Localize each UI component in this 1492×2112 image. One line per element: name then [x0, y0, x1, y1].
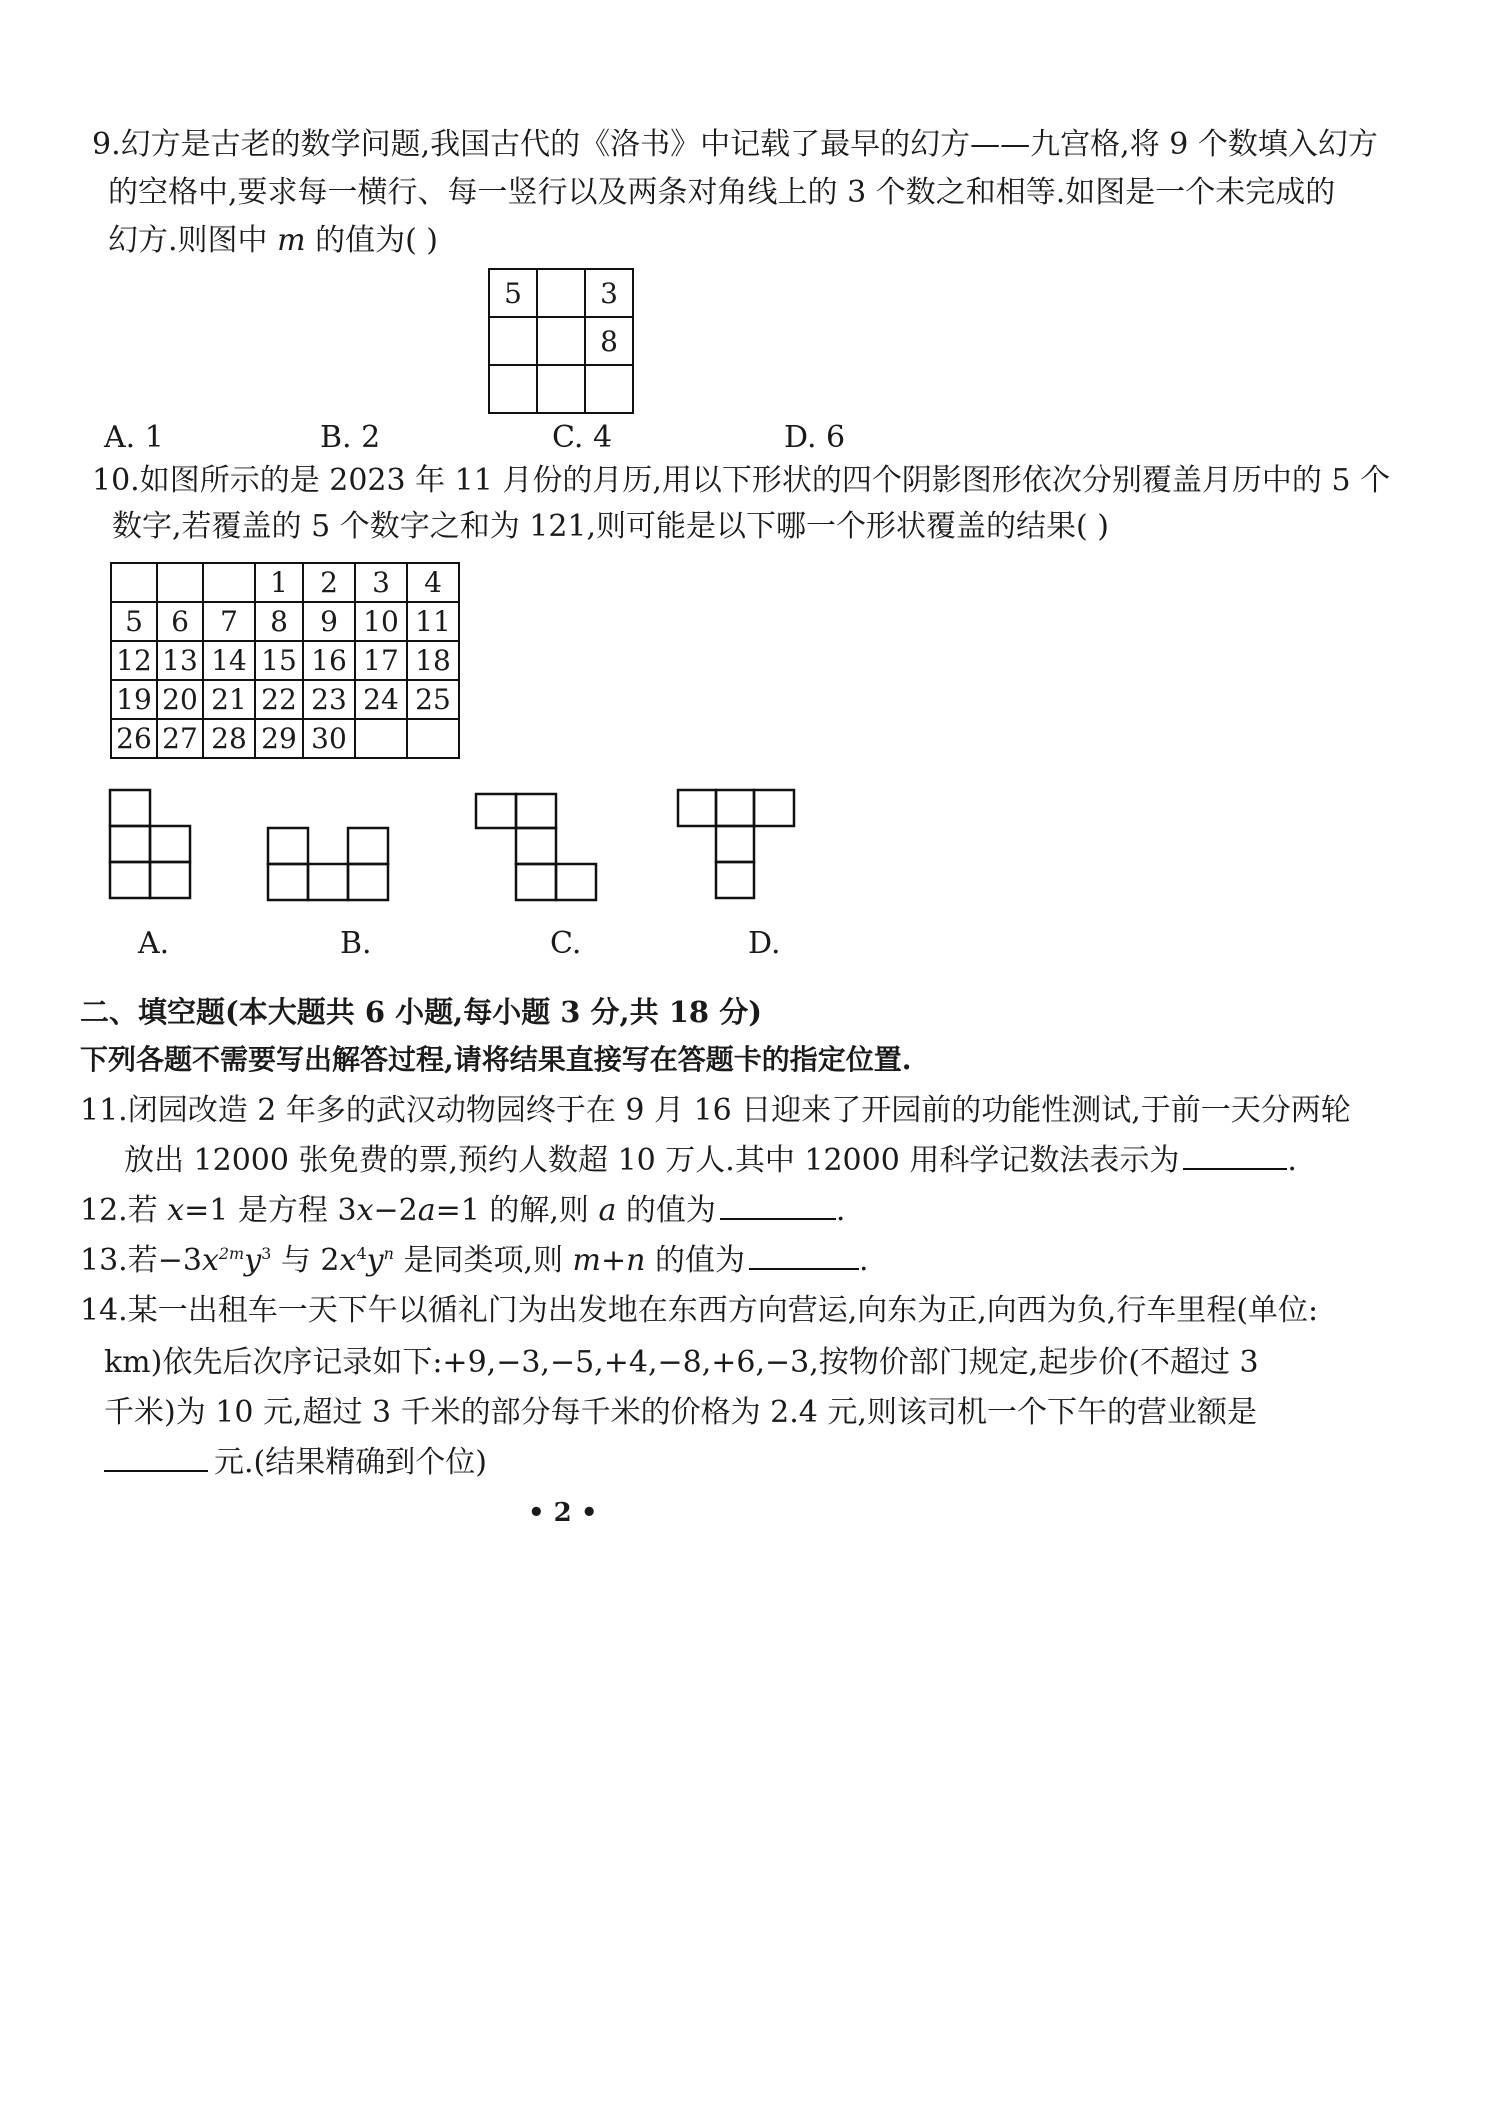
- shape-c-cell: [476, 794, 516, 828]
- q11-end: .: [1287, 1143, 1297, 1178]
- calendar-row: [111, 719, 459, 758]
- magic-square-cell: 5: [489, 269, 537, 317]
- q9-line-1: 9.幻方是古老的数学问题,我国古代的《洛书》中记载了最早的幻方——九宫格,将 9 个数填入幻方: [92, 127, 1378, 162]
- q13-end: .: [858, 1243, 869, 1278]
- q11-line-2: [124, 1143, 1297, 1178]
- calendar-cell: 27: [157, 719, 203, 758]
- calendar-cell: 13: [157, 641, 203, 680]
- q12-line: [80, 1193, 846, 1228]
- shape-b-cell: [348, 828, 388, 864]
- q13-var-y2: y: [366, 1243, 384, 1278]
- q14-line-3: 千米)为 10 元,超过 3 千米的部分每千米的价格为 2.4 元,则该司机一个下午的营业额是: [104, 1395, 1257, 1430]
- q12-var-x: x: [167, 1193, 185, 1228]
- q13-var-y: y: [244, 1243, 262, 1278]
- shape-d-cell: [716, 790, 754, 826]
- calendar-cell: 7: [203, 602, 255, 641]
- calendar-cell: 17: [355, 641, 407, 680]
- q9-option-d: D. 6: [784, 420, 846, 455]
- q13-var-m: m: [572, 1243, 601, 1278]
- shape-label-c: C.: [550, 926, 582, 961]
- q13-line: [80, 1243, 869, 1278]
- q13-answer-blank[interactable]: [749, 1267, 859, 1270]
- calendar-cell: 3: [355, 563, 407, 602]
- shape-a-cell: [150, 862, 190, 898]
- shape-a-cell: [110, 826, 150, 862]
- q13-var-n: n: [626, 1243, 646, 1278]
- shape-b-cell: [308, 864, 348, 900]
- q13-post: 的值为: [645, 1243, 745, 1278]
- q13-var-x2: x: [339, 1243, 357, 1278]
- shape-label-d: D.: [748, 926, 781, 961]
- shape-b-cell: [348, 864, 388, 900]
- section-instruction: 下列各题不需要写出解答过程,请将结果直接写在答题卡的指定位置.: [80, 1043, 912, 1076]
- magic-square-cell: 8: [585, 317, 633, 365]
- magic-square-grid: [488, 268, 634, 414]
- shape-d-cell: [716, 826, 754, 862]
- magic-square-cell: [537, 269, 585, 317]
- q14-answer-blank[interactable]: [104, 1469, 208, 1472]
- shape-c: [474, 792, 600, 902]
- q9-option-b: B. 2: [320, 420, 381, 455]
- shape-c-cell: [516, 828, 556, 864]
- calendar-cell: 30: [303, 719, 355, 758]
- calendar-row: [111, 602, 459, 641]
- section-heading: 二、填空题(本大题共 6 小题,每小题 3 分,共 18 分): [80, 995, 762, 1029]
- q14-line-1: 14.某一出租车一天下午以循礼门为出发地在东西方向营运,向东为正,向西为负,行车里程(单位:: [80, 1293, 1319, 1328]
- q13-exp-1: 2m: [218, 1244, 245, 1263]
- shape-c-cell: [556, 864, 596, 900]
- q13-plus: +: [600, 1243, 627, 1278]
- q9-line-3-post: 的值为( ): [305, 223, 439, 258]
- q14-line-4-text: 元.(结果精确到个位): [214, 1445, 487, 1480]
- calendar-cell: [203, 563, 255, 602]
- shape-d-cell: [754, 790, 794, 826]
- shape-c-cell: [516, 794, 556, 828]
- calendar-cell: 16: [303, 641, 355, 680]
- calendar-cell: 14: [203, 641, 255, 680]
- calendar-row: [111, 563, 459, 602]
- q12-answer-blank[interactable]: [720, 1217, 836, 1220]
- q12-pre: 12.若: [80, 1193, 168, 1228]
- calendar-cell: 18: [407, 641, 459, 680]
- q11-line-1: 11.闭园改造 2 年多的武汉动物园终于在 9 月 16 日迎来了开园前的功能性测试,于前一天分两轮: [80, 1093, 1351, 1128]
- q12-var-a: a: [417, 1193, 436, 1228]
- calendar-cell: 22: [255, 680, 303, 719]
- magic-square-cell: [537, 317, 585, 365]
- calendar-cell: 6: [157, 602, 203, 641]
- calendar-cell: 11: [407, 602, 459, 641]
- calendar-cell: [157, 563, 203, 602]
- q12-mid-3: =1 的解,则: [435, 1193, 599, 1228]
- q11-line-2-text: 放出 12000 张免费的票,预约人数超 10 万人.其中 12000 用科学记数法表示为: [124, 1143, 1180, 1178]
- calendar-cell: [111, 563, 157, 602]
- q12-mid-2: −2: [373, 1193, 418, 1228]
- shape-b: [266, 826, 390, 902]
- q13-exp-2: 3: [261, 1244, 272, 1263]
- calendar-cell: 19: [111, 680, 157, 719]
- q10-line-1: 10.如图所示的是 2023 年 11 月份的月历,用以下形状的四个阴影图形依次分别覆盖月历中的 5 个: [92, 463, 1391, 498]
- calendar-cell: 5: [111, 602, 157, 641]
- calendar-row: [111, 641, 459, 680]
- q10-line-2: 数字,若覆盖的 5 个数字之和为 121,则可能是以下哪一个形状覆盖的结果( ): [112, 509, 1109, 544]
- calendar-cell: 4: [407, 563, 459, 602]
- magic-square-cell: [489, 365, 537, 413]
- shape-c-cell: [516, 864, 556, 900]
- calendar-cell: 12: [111, 641, 157, 680]
- q13-mid: 与 2: [271, 1243, 340, 1278]
- q12-var-x2: x: [356, 1193, 374, 1228]
- magic-square-cell: [585, 365, 633, 413]
- q13-exp-3: 4: [356, 1244, 367, 1263]
- magic-square-cell: [537, 365, 585, 413]
- calendar-cell: 29: [255, 719, 303, 758]
- shape-a-cell: [110, 790, 150, 826]
- q12-post: 的值为: [616, 1193, 716, 1228]
- shape-d: [676, 788, 798, 902]
- calendar-cell: 15: [255, 641, 303, 680]
- calendar-cell: 2: [303, 563, 355, 602]
- q13-exp-4: n: [383, 1244, 394, 1263]
- q14-line-2: km)依先后次序记录如下:+9,−3,−5,+4,−8,+6,−3,按物价部门规定,起步价(不超过 3: [104, 1345, 1259, 1380]
- q12-var-a2: a: [598, 1193, 617, 1228]
- calendar-cell: 1: [255, 563, 303, 602]
- calendar-cell: 25: [407, 680, 459, 719]
- calendar-cell: 24: [355, 680, 407, 719]
- q9-line-2: 的空格中,要求每一横行、每一竖行以及两条对角线上的 3 个数之和相等.如图是一个未完成的: [108, 175, 1336, 210]
- shape-label-b: B.: [340, 926, 372, 961]
- q9-option-a: A. 1: [104, 420, 164, 455]
- magic-square-cell: [489, 317, 537, 365]
- q9-option-c: C. 4: [552, 420, 613, 455]
- q9-var-m: m: [277, 223, 306, 258]
- calendar-grid: [110, 562, 460, 759]
- calendar-cell: 28: [203, 719, 255, 758]
- q9-line-3-pre: 幻方.则图中: [108, 223, 278, 258]
- calendar-cell: 8: [255, 602, 303, 641]
- q13-var-x: x: [201, 1243, 219, 1278]
- shape-a-cell: [110, 862, 150, 898]
- page-number: • 2 •: [528, 1498, 598, 1528]
- calendar-cell: 20: [157, 680, 203, 719]
- q13-mid-2: 是同类项,则: [393, 1243, 573, 1278]
- calendar-cell: 23: [303, 680, 355, 719]
- q12-end: .: [835, 1193, 846, 1228]
- calendar-cell: 26: [111, 719, 157, 758]
- calendar-row: [111, 680, 459, 719]
- q11-answer-blank[interactable]: [1183, 1167, 1287, 1170]
- q9-line-3: [108, 223, 439, 258]
- shape-d-cell: [716, 862, 754, 898]
- shape-a: [108, 788, 192, 902]
- shape-d-cell: [678, 790, 716, 826]
- shape-b-cell: [268, 828, 308, 864]
- calendar-cell: 21: [203, 680, 255, 719]
- calendar-cell: 9: [303, 602, 355, 641]
- shape-b-cell: [268, 864, 308, 900]
- calendar-cell: [355, 719, 407, 758]
- shape-a-cell: [150, 826, 190, 862]
- q12-mid-1: =1 是方程 3: [184, 1193, 357, 1228]
- magic-square-cell: 3: [585, 269, 633, 317]
- calendar-cell: [407, 719, 459, 758]
- q14-line-4: [104, 1445, 487, 1480]
- calendar-cell: 10: [355, 602, 407, 641]
- q13-pre: 13.若−3: [80, 1243, 202, 1278]
- shape-label-a: A.: [138, 926, 170, 961]
